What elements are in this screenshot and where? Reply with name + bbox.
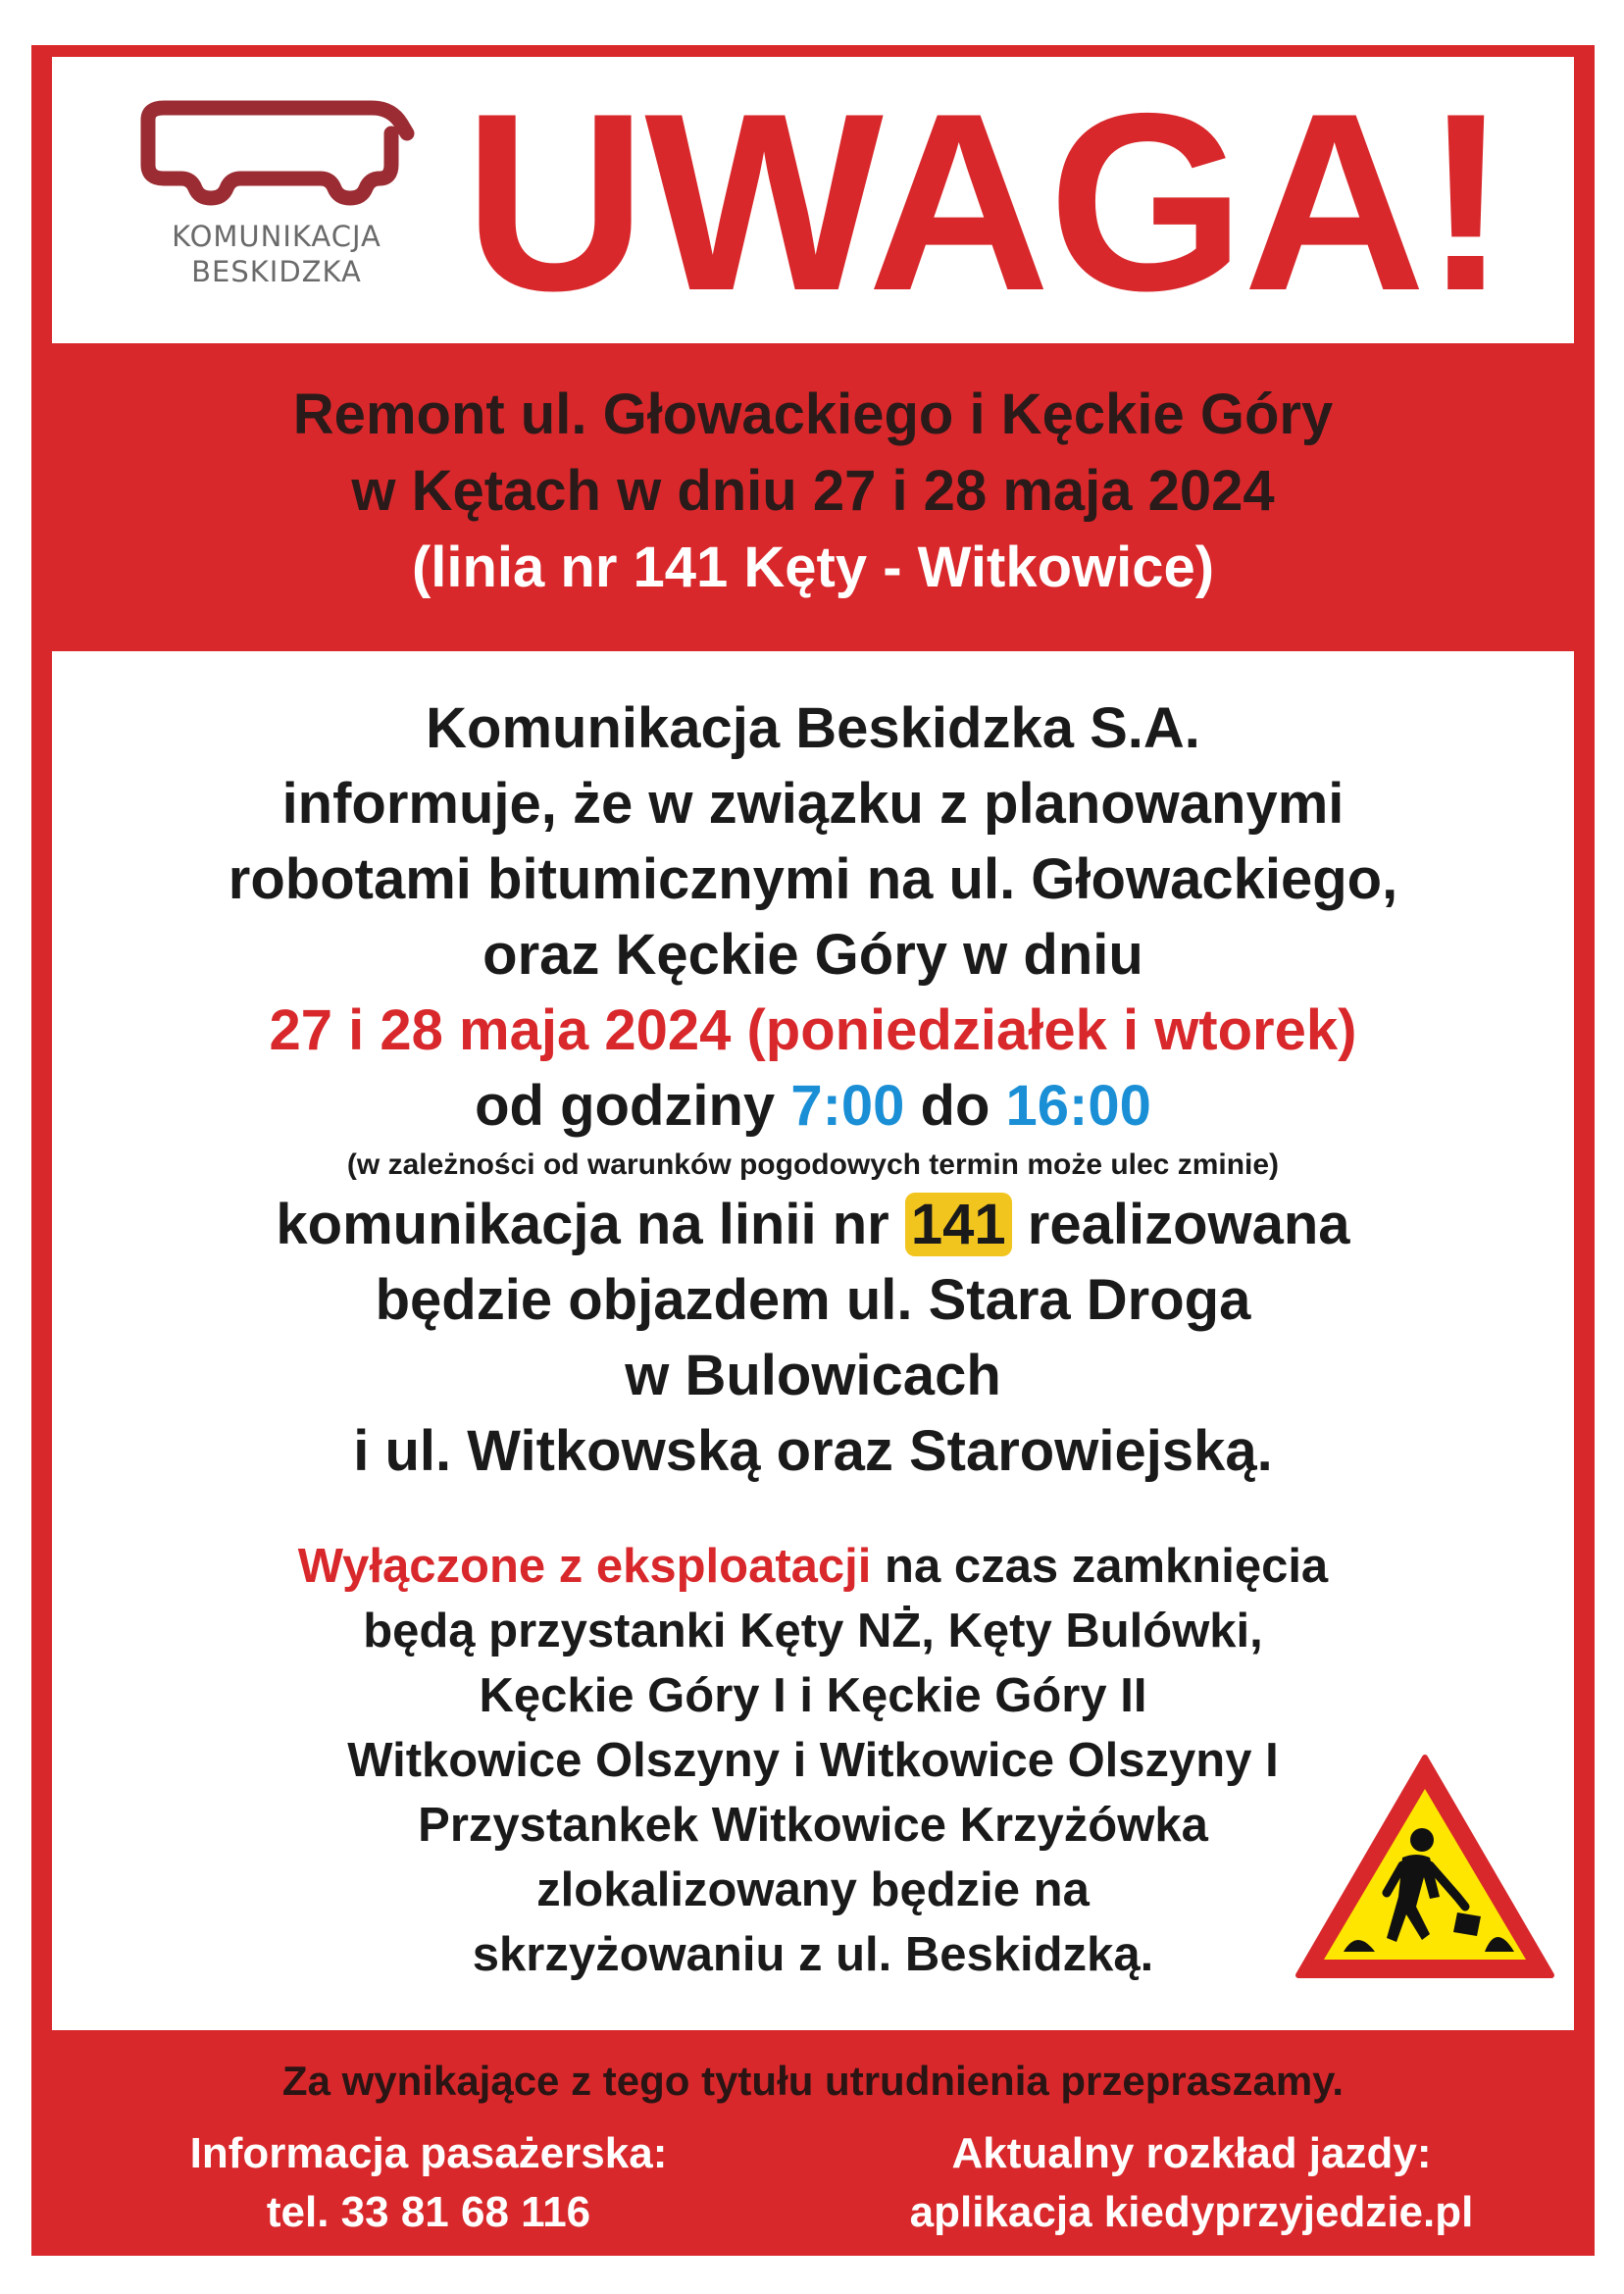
announcement-body xyxy=(52,690,1574,1489)
stops-line4: Witkowice Olszyny i Witkowice Olszyny I xyxy=(347,1734,1279,1787)
logo-text-line2: BESKIDZKA xyxy=(191,255,362,288)
body-line4: oraz Kęckie Góry w dniu xyxy=(482,923,1143,987)
body-hours xyxy=(52,1068,1574,1144)
headline: UWAGA! xyxy=(464,60,1506,343)
subtitle-line3: (linia nr 141 Kęty - Witkowice) xyxy=(411,535,1215,599)
company-logo xyxy=(134,98,419,304)
body-line2: informuje, że w związku z planowanymi xyxy=(281,772,1345,836)
stops-line7: skrzyżowaniu z ul. Beskidzką. xyxy=(472,1928,1154,1981)
header-panel xyxy=(52,57,1574,343)
body-line10: w Bulowicach xyxy=(625,1344,1001,1407)
hours-mid: do xyxy=(920,1074,990,1138)
announcement-panel xyxy=(52,651,1574,2030)
body-dates: 27 i 28 maja 2024 (poniedziałek i wtorek) xyxy=(269,998,1357,1062)
subtitle-banner xyxy=(52,343,1574,651)
time-to: 16:00 xyxy=(1005,1074,1151,1138)
subtitle-line2: w Kętach w dniu 27 i 28 maja 2024 xyxy=(351,459,1275,523)
closed-label: Wyłączone z eksploatacji xyxy=(297,1540,872,1593)
body-line9: będzie objazdem ul. Stara Droga xyxy=(375,1268,1251,1332)
route-suffix: realizowana xyxy=(1027,1193,1350,1256)
stops-line2: będą przystanki Kęty NŻ, Kęty Bulówki, xyxy=(363,1605,1263,1657)
apology-text: Za wynikające z tego tytułu utrudnienia przepraszamy. xyxy=(281,2058,1345,2104)
timetable-info-app: aplikacja kiedyprzyjedzie.pl xyxy=(909,2188,1474,2236)
timetable-info xyxy=(878,2124,1505,2242)
weather-note: (w zależności od warunków pogodowych termin może ulec zminie) xyxy=(346,1148,1280,1181)
bus-outline-icon xyxy=(134,98,419,206)
footer xyxy=(52,2030,1574,2258)
body-line3: robotami bitumicznymi na ul. Głowackiego, xyxy=(228,847,1398,911)
passenger-info-label: Informacja pasażerska: xyxy=(189,2129,668,2177)
hours-prefix: od godziny xyxy=(475,1074,776,1138)
passenger-info xyxy=(115,2124,742,2242)
stops-line6: zlokalizowany będzie na xyxy=(536,1863,1090,1916)
body-line1: Komunikacja Beskidzka S.A. xyxy=(426,696,1200,760)
body-line-route xyxy=(52,1187,1574,1262)
stops-line1 xyxy=(52,1534,1574,1599)
timetable-info-label: Aktualny rozkład jazdy: xyxy=(951,2129,1432,2177)
poster-frame xyxy=(31,45,1595,2256)
time-from: 7:00 xyxy=(790,1074,905,1138)
logo-text-line1: KOMUNIKACJA xyxy=(172,220,381,253)
line-number-badge: 141 xyxy=(905,1193,1012,1256)
subtitle-line1: Remont ul. Głowackiego i Kęckie Góry xyxy=(292,382,1334,446)
passenger-info-phone: tel. 33 81 68 116 xyxy=(266,2188,591,2236)
route-prefix: komunikacja na linii nr xyxy=(276,1193,889,1256)
stops-line3: Kęckie Góry I i Kęckie Góry II xyxy=(479,1669,1147,1722)
body-line11: i ul. Witkowską oraz Starowiejską. xyxy=(353,1419,1273,1483)
stops-line5: Przystankek Witkowice Krzyżówka xyxy=(418,1799,1208,1852)
road-works-warning-sign-icon xyxy=(1293,1750,1557,1985)
stops-line1-rest: na czas zamknięcia xyxy=(885,1540,1329,1593)
